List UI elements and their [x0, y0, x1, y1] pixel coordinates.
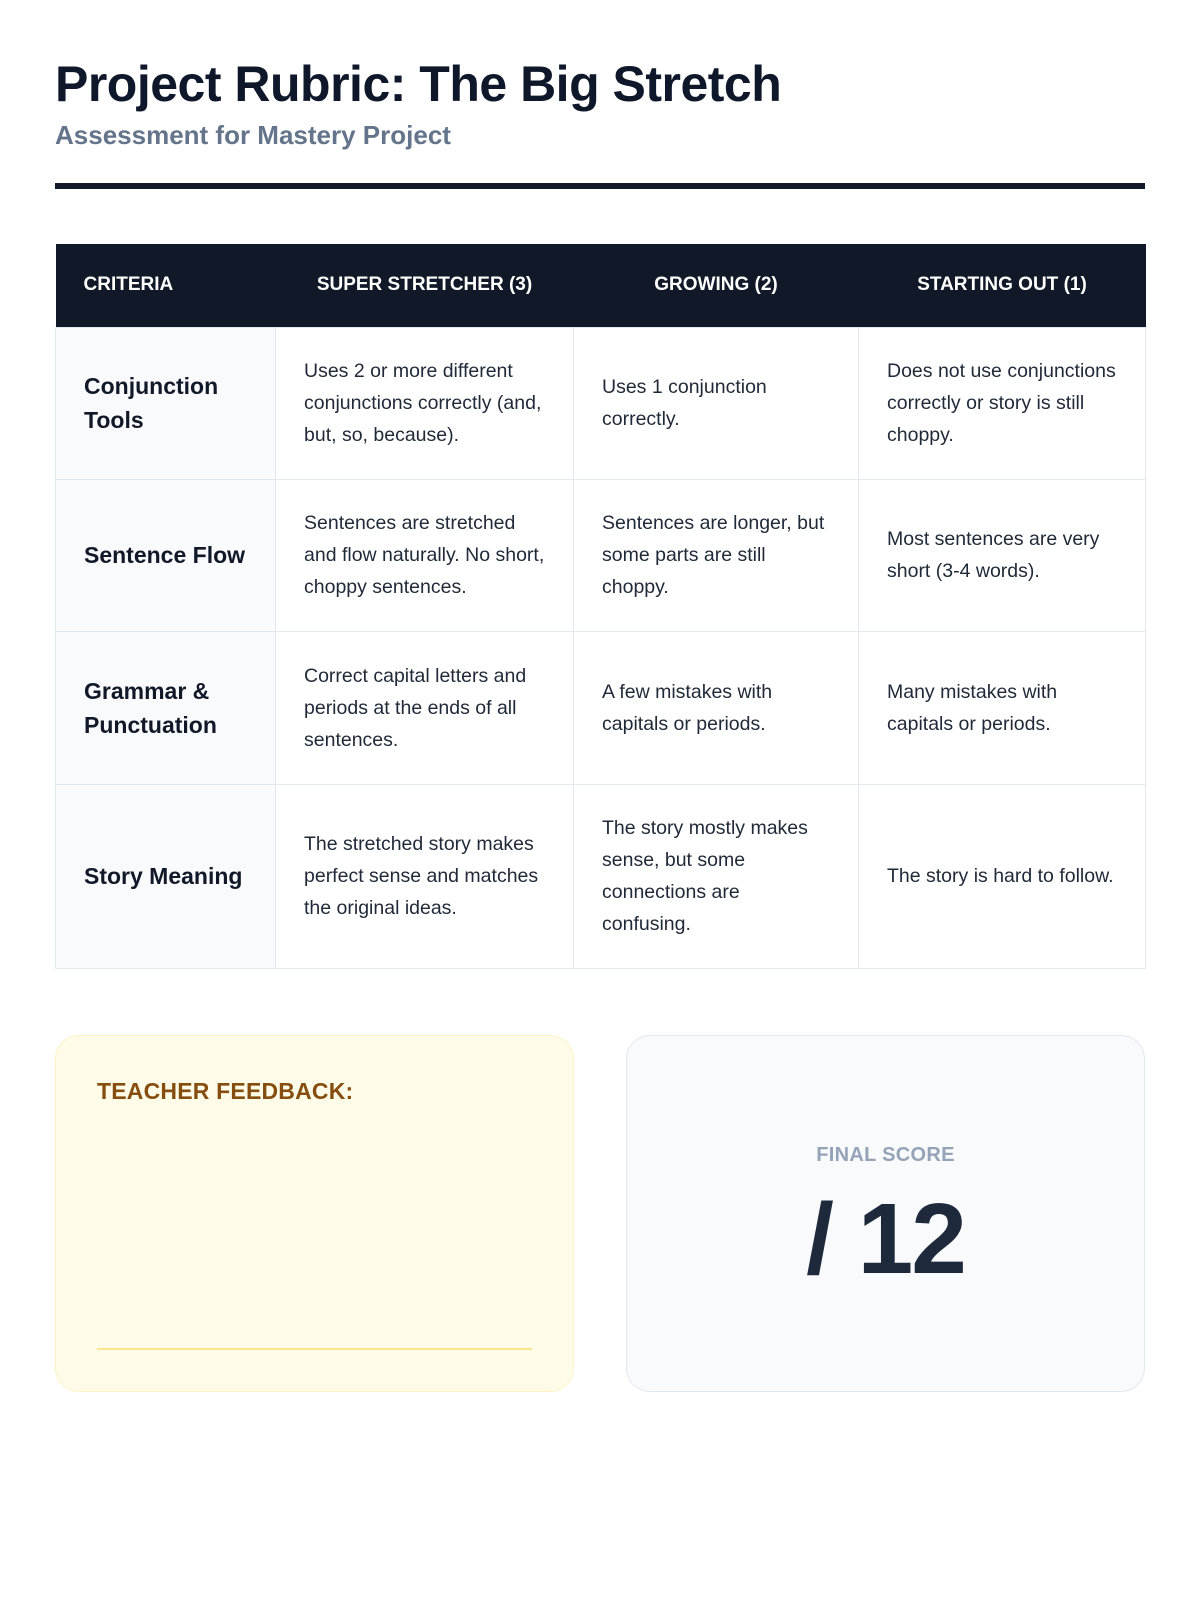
bottom-section — [55, 1035, 1145, 1392]
criteria-cell: Story Meaning — [56, 784, 276, 968]
column-header-starting-out: STARTING OUT (1) — [859, 244, 1146, 327]
column-header-super-stretcher: SUPER STRETCHER (3) — [276, 244, 574, 327]
header-divider — [55, 183, 1145, 189]
rubric-table — [55, 244, 1146, 969]
starting-out-cell: The story is hard to follow. — [859, 784, 1146, 968]
table-row — [56, 479, 1146, 631]
teacher-feedback-label: TEACHER FEEDBACK: — [97, 1078, 354, 1104]
starting-out-cell: Does not use conjunctions correctly or story is still choppy. — [859, 327, 1146, 479]
starting-out-cell: Most sentences are very short (3-4 words). — [859, 479, 1146, 631]
table-row — [56, 327, 1146, 479]
super-stretcher-cell: Sentences are stretched and flow naturally. No short, choppy sentences. — [276, 479, 574, 631]
final-score-label: FINAL SCORE — [816, 1144, 955, 1166]
page-subtitle: Assessment for Mastery Project — [55, 120, 451, 150]
super-stretcher-cell: Correct capital letters and periods at the ends of all sentences. — [276, 631, 574, 784]
teacher-feedback-box[interactable] — [55, 1035, 574, 1392]
final-score-value: / 12 — [806, 1183, 965, 1295]
growing-cell: A few mistakes with capitals or periods. — [574, 631, 859, 784]
growing-cell: Uses 1 conjunction correctly. — [574, 327, 859, 479]
criteria-cell: Conjunction Tools — [56, 327, 276, 479]
growing-cell: Sentences are longer, but some parts are still choppy. — [574, 479, 859, 631]
super-stretcher-cell: Uses 2 or more different conjunctions correctly (and, but, so, because). — [276, 327, 574, 479]
criteria-cell: Grammar & Punctuation — [56, 631, 276, 784]
column-header-growing: GROWING (2) — [574, 244, 859, 327]
starting-out-cell: Many mistakes with capitals or periods. — [859, 631, 1146, 784]
super-stretcher-cell: The stretched story makes perfect sense and matches the original ideas. — [276, 784, 574, 968]
column-header-criteria: CRITERIA — [56, 244, 276, 327]
page-header — [55, 0, 1145, 189]
criteria-cell: Sentence Flow — [56, 479, 276, 631]
page-title: Project Rubric: The Big Stretch — [55, 56, 782, 112]
growing-cell: The story mostly makes sense, but some connections are confusing. — [574, 784, 859, 968]
table-row — [56, 784, 1146, 968]
table-row — [56, 631, 1146, 784]
feedback-writing-line — [97, 1348, 532, 1350]
final-score-box — [626, 1035, 1145, 1392]
table-header-row — [56, 244, 1146, 327]
